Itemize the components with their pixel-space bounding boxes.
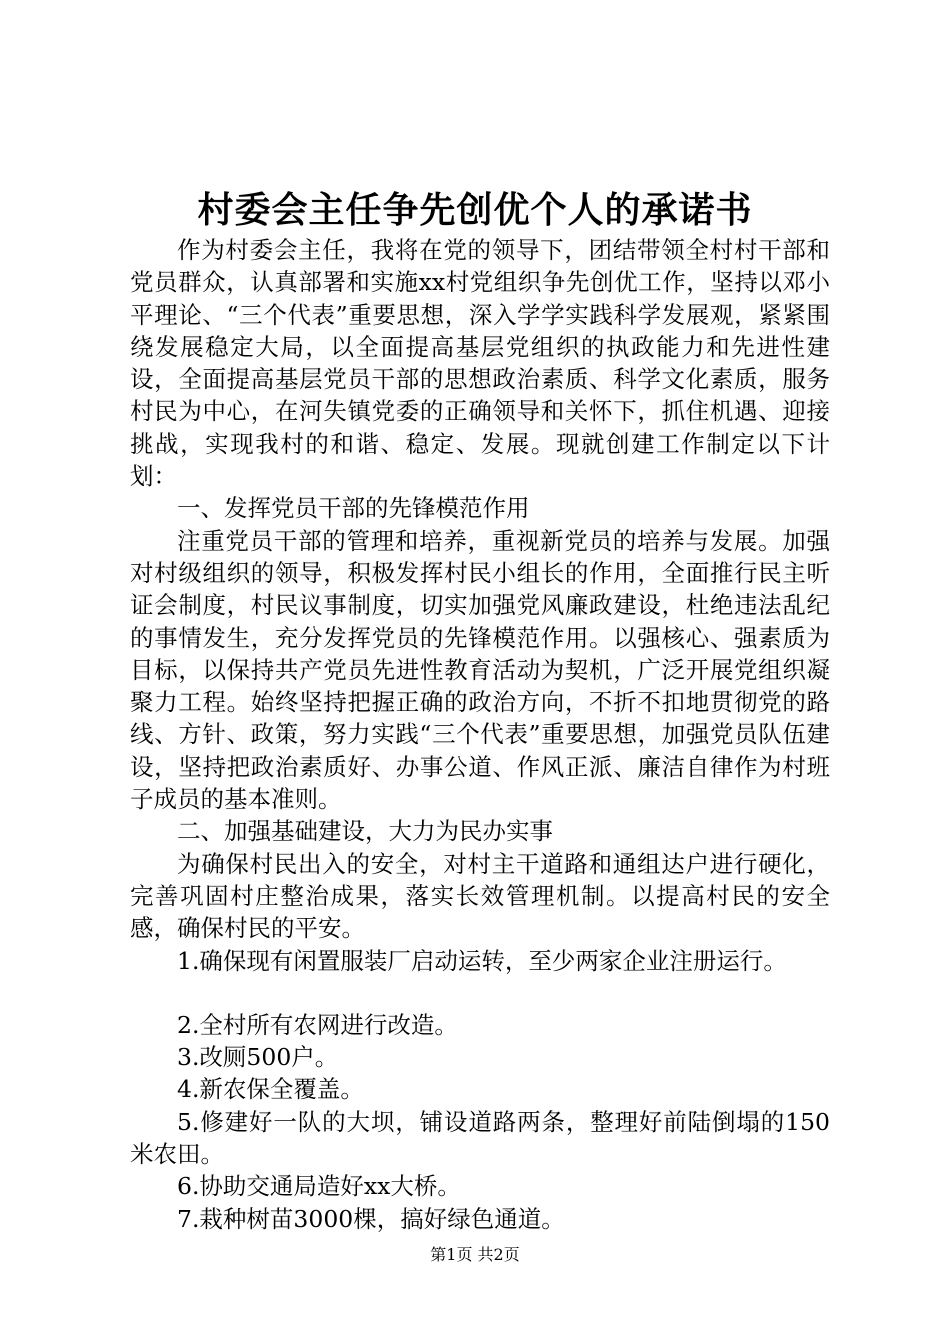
list-item-7: 7.栽种树苗3000棵，搞好绿色通道。 bbox=[177, 1204, 565, 1233]
section-paragraph-1: 注重党员干部的管理和培养，重视新党员的培养与发展。加强对村级组织的领导，积极发挥村民小组长的作用，全面推行民主听证会制度，村民议事制度，切实加强党风廉政建设，杜绝违法乱纪的事情发生，充分发挥党员的先锋模范作用。以强核心、强素质为目标，以保持共产党员先进性教育活动为契机，广泛开展党组织凝聚力工程。始终坚持把握正确的政治方向，不折不扣地贯彻党的路线、方针、政策，努力实践“三个代表”重要思想，加强党员队伍建设，坚持把政治素质好、办事公道、作风正派、廉洁自律作为村班子成员的基本准则。 bbox=[130, 526, 830, 814]
list-item-4: 4.新农保全覆盖。 bbox=[177, 1075, 364, 1104]
list-item-3: 3.改厕500户。 bbox=[177, 1043, 339, 1072]
document-body bbox=[130, 234, 830, 1235]
intro-paragraph: 作为村委会主任，我将在党的领导下，团结带领全村村干部和党员群众，认真部署和实施xx村党组织争先创优工作，坚持以邓小平理论、“三个代表”重要思想，深入学学实践科学发展观，紧紧围绕发展稳定大局，以全面提高基层党组织的执政能力和先进性建设，全面提高基层党员干部的思想政治素质、科学文化素质，服务村民为中心，在河失镇党委的正确领导和关怀下，抓住机遇、迎接挑战，实现我村的和谐、稳定、发展。现就创建工作制定以下计划： bbox=[130, 236, 830, 491]
list-item-2: 2.全村所有农网进行改造。 bbox=[177, 1010, 458, 1039]
list-item-1: 1.确保现有闲置服装厂启动运转，至少两家企业注册运行。 bbox=[177, 946, 787, 975]
list-item-6: 6.协助交通局造好xx大桥。 bbox=[177, 1172, 461, 1201]
list-item-5: 5.修建好一队的大坝，铺设道路两条，整理好前陆倒塌的150米农田。 bbox=[130, 1107, 830, 1169]
document-title: 村委会主任争先创优个人的承诺书 bbox=[197, 189, 753, 231]
section-heading-2: 二、加强基础建设，大力为民办实事 bbox=[177, 817, 553, 846]
section-heading-1: 一、发挥党员干部的先锋模范作用 bbox=[177, 494, 530, 523]
section-paragraph-2: 为确保村民出入的安全，对村主干道路和通组达户进行硬化，完善巩固村庄整治成果，落实长效管理机制。以提高村民的安全感，确保村民的平安。 bbox=[130, 849, 830, 943]
page-footer: 第1页 共2页 bbox=[430, 1245, 520, 1264]
